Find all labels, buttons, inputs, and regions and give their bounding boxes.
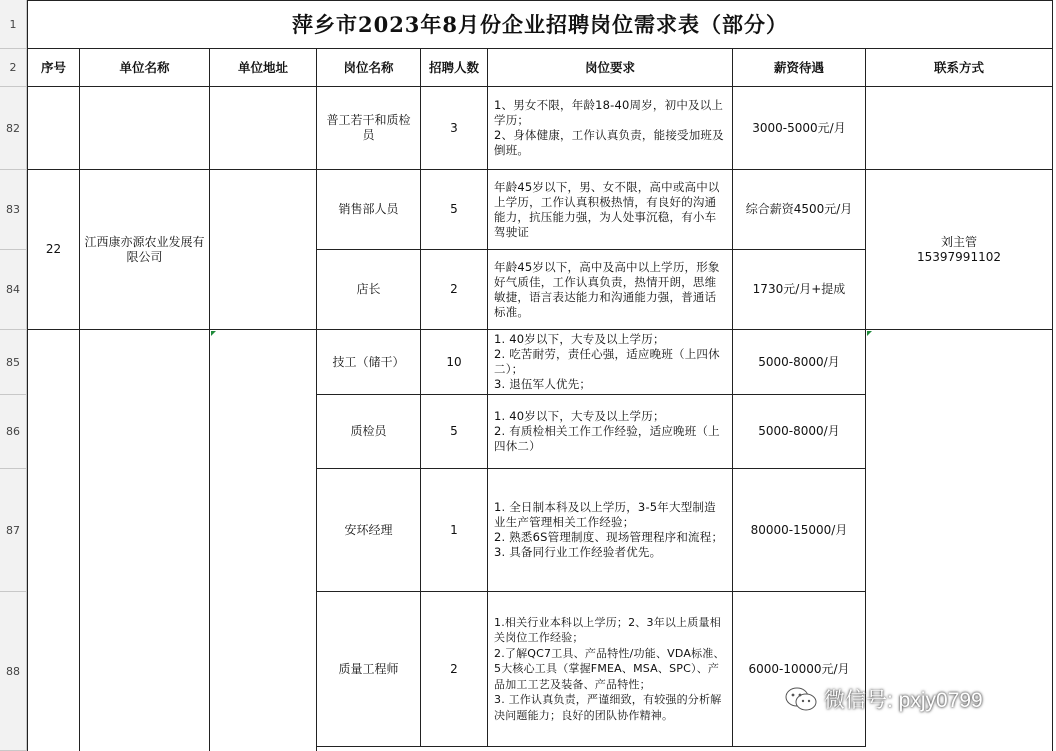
row-header-83[interactable]: 83 (0, 170, 27, 250)
row-header-85[interactable]: 85 (0, 330, 27, 395)
position-cell[interactable]: 安环经理 (317, 469, 421, 592)
count-cell[interactable]: 10 (421, 330, 488, 395)
contact-cell[interactable] (866, 87, 1053, 170)
position-cell[interactable]: 技工（储干） (317, 330, 421, 395)
salary-cell[interactable]: 1730元/月+提成 (733, 250, 866, 330)
count-cell[interactable]: 2 (421, 592, 488, 747)
count-cell[interactable]: 5 (421, 170, 488, 250)
header-address[interactable]: 单位地址 (210, 49, 317, 87)
salary-cell[interactable]: 5000-8000/月 (733, 395, 866, 469)
header-company[interactable]: 单位名称 (80, 49, 210, 87)
row-header-87[interactable]: 87 (0, 469, 27, 592)
company-cell[interactable] (80, 330, 210, 751)
salary-cell[interactable]: 5000-8000/月 (733, 330, 866, 395)
row-header-82[interactable]: 82 (0, 87, 27, 170)
wechat-icon (784, 686, 818, 712)
company-name-cell[interactable]: 江西康亦源农业发展有限公司 (80, 170, 210, 330)
header-salary[interactable]: 薪资待遇 (733, 49, 866, 87)
salary-cell[interactable]: 综合薪资4500元/月 (733, 170, 866, 250)
seq-cell-22[interactable]: 22 (27, 170, 80, 330)
company-cell[interactable] (80, 87, 210, 170)
header-count[interactable]: 招聘人数 (421, 49, 488, 87)
header-position[interactable]: 岗位名称 (317, 49, 421, 87)
address-cell[interactable] (210, 87, 317, 170)
watermark (784, 684, 983, 714)
count-cell[interactable]: 1 (421, 469, 488, 592)
requirement-cell[interactable]: 年龄45岁以下，男、女不限，高中或高中以上学历，工作认真积极热情，有良好的沟通能力，抗压能力强，为人处事沉稳，有小车驾驶证 (488, 170, 733, 250)
address-cell[interactable] (210, 170, 317, 330)
header-seq[interactable]: 序号 (27, 49, 80, 87)
position-cell[interactable]: 店长 (317, 250, 421, 330)
count-cell[interactable]: 3 (421, 87, 488, 170)
comment-indicator (211, 331, 216, 336)
position-cell[interactable]: 质量工程师 (317, 592, 421, 747)
requirement-cell[interactable]: 1. 全日制本科及以上学历，3-5年大型制造业生产管理相关工作经验； 2. 熟悉6S管理制度、现场管理程序和流程； 3. 具备同行业工作经验者优先。 (488, 469, 733, 592)
address-cell[interactable] (210, 330, 317, 751)
salary-cell[interactable]: 3000-5000元/月 (733, 87, 866, 170)
seq-cell[interactable] (27, 330, 80, 751)
requirement-cell[interactable]: 1. 40岁以下，大专及以上学历； 2. 吃苦耐劳，责任心强，适应晚班（上四休二）； 3. 退伍军人优先； (488, 330, 733, 395)
position-cell[interactable]: 销售部人员 (317, 170, 421, 250)
salary-cell[interactable]: 6000-10000元/月 (733, 592, 866, 747)
header-contact[interactable]: 联系方式 (866, 49, 1053, 87)
header-requirement[interactable]: 岗位要求 (488, 49, 733, 87)
seq-cell[interactable] (27, 87, 80, 170)
row-header-88[interactable]: 88 (0, 592, 27, 751)
position-cell[interactable]: 质检员 (317, 395, 421, 469)
comment-indicator (867, 331, 872, 336)
row-header-1[interactable]: 1 (0, 0, 27, 49)
row-header-84[interactable]: 84 (0, 250, 27, 330)
count-cell[interactable]: 2 (421, 250, 488, 330)
requirement-cell[interactable]: 1. 40岁以下，大专及以上学历； 2. 有质检相关工作工作经验，适应晚班（上四休二） (488, 395, 733, 469)
position-cell[interactable]: 普工若干和质检员 (317, 87, 421, 170)
watermark-text: 微信号: pxjy0799 (824, 689, 983, 712)
contact-cell-22[interactable]: 刘主管 15397991102 (866, 170, 1053, 330)
sheet-title[interactable]: 萍乡市2023年8月份企业招聘岗位需求表（部分） (27, 0, 1053, 49)
row-header-2[interactable]: 2 (0, 49, 27, 87)
salary-cell[interactable]: 80000-15000/月 (733, 469, 866, 592)
row-header-86[interactable]: 86 (0, 395, 27, 469)
requirement-cell[interactable]: 1.相关行业本科以上学历；2、3年以上质量相关岗位工作经验； 2.了解QC7工具、产品特性/功能、VDA标准、5大核心工具（掌握FMEA、MSA、SPC）、产品加工工艺及装备、产品特性； 3. 工作认真负责，严谨细致，有较强的分析解决问题能力；良好的团队协作精神。 (488, 592, 733, 747)
requirement-cell[interactable]: 年龄45岁以下，高中及高中以上学历，形象好气质佳，工作认真负责，热情开朗，思维敏捷，语言表达能力和沟通能力强，普通话标准。 (488, 250, 733, 330)
requirement-cell[interactable]: 1、男女不限，年龄18-40周岁，初中及以上学历； 2、身体健康，工作认真负责，能接受加班及倒班。 (488, 87, 733, 170)
count-cell[interactable]: 5 (421, 395, 488, 469)
